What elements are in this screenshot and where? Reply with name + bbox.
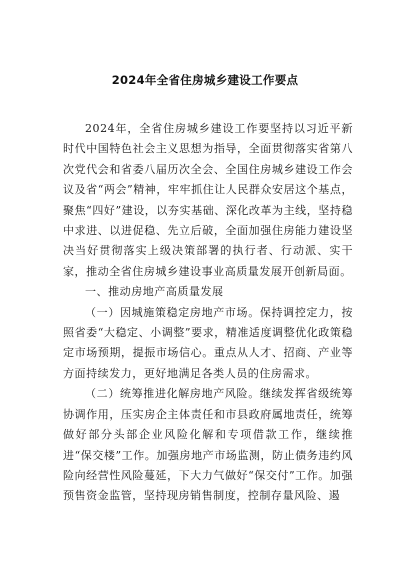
document-body [63,119,353,507]
document-title: 2024年全省住房城乡建设工作要点 [111,73,299,87]
section-heading: 一、推动房地产高质量发展 [85,285,224,299]
item-paragraph-1: （一）因城施策稳定房地产市场。保持调控定力，按照省委“大稳定、小调整”要求，精准适度调整优化政策稳定市场预期，提振市场信心。重点从人才、招商、产业等方面持续发力，更好地满足各类人员的住房需求。 [63,305,353,380]
item-paragraph-2: （二）统筹推进化解房地产风险。继续发挥省级统筹协调作用，压实房企主体责任和市县政府属地责任，统筹做好部分头部企业风险化解和专项借款工作，继续推进“保交楼”工作。加强房地产市场监测，防止债务违约风险向经营性风险蔓延，下大力气做好“保交付”工作。加强预售资金监管，坚持现房销售制度，控制存量风险、遏 [63,387,353,503]
intro-paragraph: 2024年，全省住房城乡建设工作要坚持以习近平新时代中国特色社会主义思想为指导，全面贯彻落实省第八次党代会和省委八届历次全会、全国住房城乡建设工作会议及省“两会”精神，牢牢抓住让人民群众安居这个基点，聚焦“四好”建设，以夯实基础、深化改革为主线，坚持稳中求进、以进促稳、先立后破，全面加强住房能力建设坚决当好贯彻落实上级决策部署的执行者、行动派、实干家，推动全省住房城乡建设事业高质量发展开创新局面。 [63,122,353,278]
